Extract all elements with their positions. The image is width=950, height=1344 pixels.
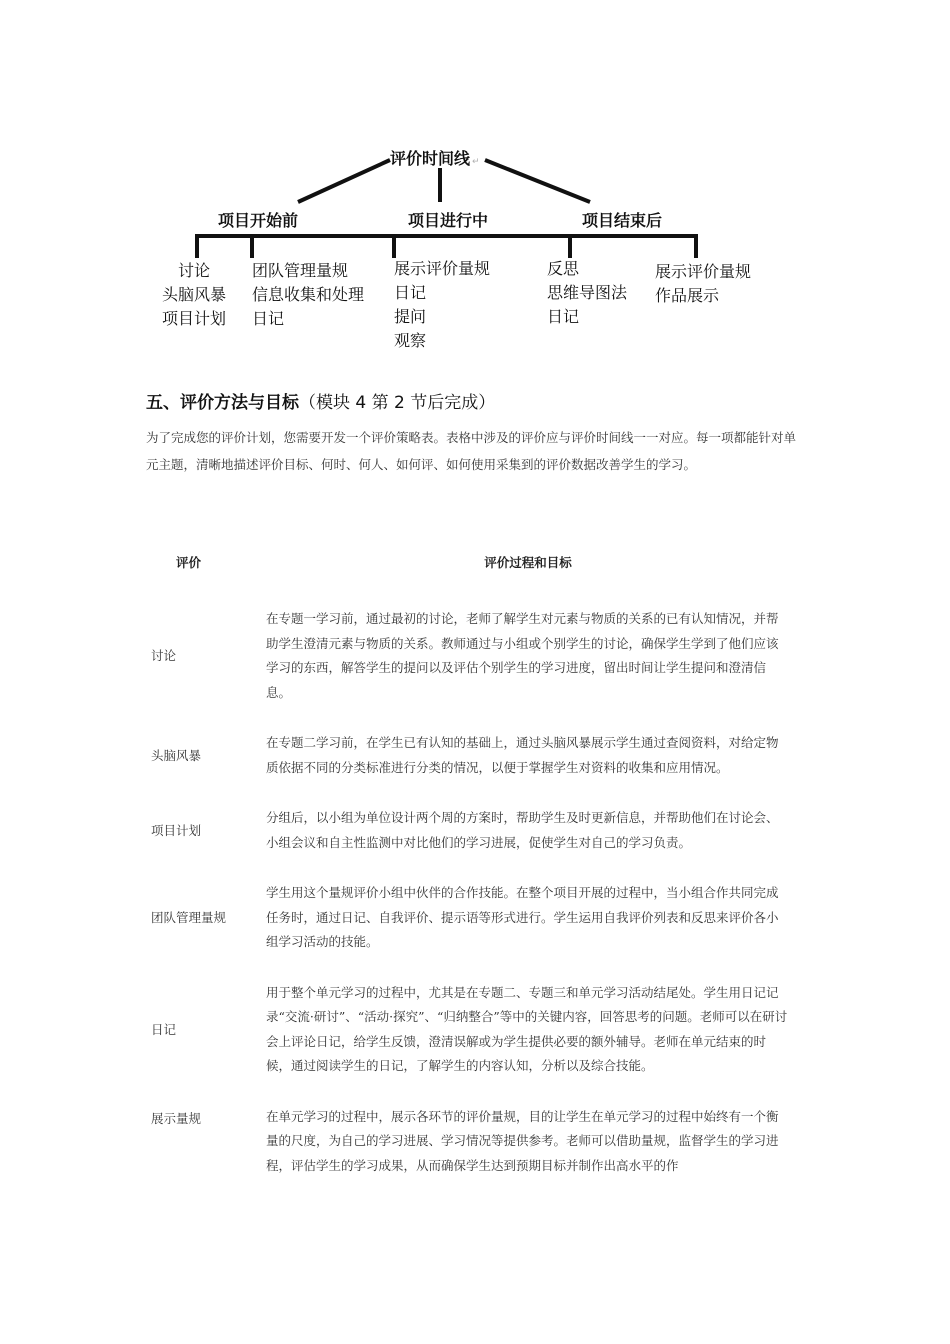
diagram-item: 展示评价量规 [394,259,491,278]
table-row [150,1104,790,1180]
table-row [150,805,790,856]
row-description: 在专题一学习前，通过最初的讨论，老师了解学生对元素与物质的关系的已有认知情况，并帮助学生澄清元素与物质的关系。教师通过与小组或个别学生的讨论，确保学生学到了他们应该学习的东西，解答学生的提问以及评估个别学生的学习进度，留出时间让学生提问和澄清信息。 [266,611,779,700]
diagram-item: 头脑风暴 [162,285,227,304]
section-intro: 为了完成您的评价计划，您需要开发一个评价策略表。表格中涉及的评价应与评价时间线一一对应。每一项都能针对单元主题，清晰地描述评价目标、何时、何人、如何评、如何使用采集到的评价数据改善学生的学习。 [146,430,797,472]
row-description: 在单元学习的过程中，展示各环节的评价量规，目的让学生在单元学习的过程中始终有一个衡量的尺度，为自己的学习进展、学习情况等提供参考。老师可以借助量规，监督学生的学习进程，评估学生的学习成果，从而确保学生达到预期目标并制作出高水平的作 [266,1108,779,1173]
table-row [150,880,790,956]
connector-line-left [298,160,390,202]
evaluation-table [150,548,790,1179]
diagram-item: 信息收集和处理 [252,285,365,304]
section-title-main: 五、评价方法与目标 [146,393,299,413]
return-mark: ↵ [472,157,480,167]
column-header-process: 评价过程和目标 [484,555,572,570]
table-row [150,980,790,1080]
diagram-item: 观察 [394,331,427,350]
row-name: 项目计划 [151,822,202,838]
table-row [150,730,790,781]
row-name: 日记 [151,1021,177,1037]
table-header-row [150,548,790,576]
diagram-item: 项目计划 [162,309,227,328]
row-name: 团队管理量规 [151,909,227,925]
branch-before: 项目开始前 [218,211,299,230]
diagram-item: 提问 [394,307,427,326]
row-name: 展示量规 [151,1110,202,1126]
row-description: 学生用这个量规评价小组中伙伴的合作技能。在整个项目开展的过程中，当小组合作共同完成任务时，通过日记、自我评价、提示语等形式进行。学生运用自我评价列表和反思来评价各小组学习活动的技能。 [266,885,779,949]
diagram-item: 思维导图法 [547,283,628,302]
branch-during: 项目进行中 [408,211,489,230]
row-name: 头脑风暴 [151,747,202,763]
evaluation-timeline-diagram [150,140,800,365]
diagram-item: 作品展示 [655,286,720,305]
diagram-item: 展示评价量规 [655,262,752,281]
diagram-item: 反思 [547,259,580,278]
diagram-item: 日记 [394,283,427,302]
section-title [146,388,495,413]
row-description: 用于整个单元学习的过程中，尤其是在专题二、专题三和单元学习活动结尾处。学生用日记记录“交流·研讨”、“活动·探究”、“归纳整合”等中的关键内容，回答思考的问题。老师可以在研讨会上评论日记，给学生反馈，澄清误解或为学生提供必要的额外辅导。老师在单元结束的时候，通过阅读学生的日记，了解学生的内容认知，分析以及综合技能。 [266,984,788,1073]
diagram-item: 团队管理量规 [252,261,349,280]
connector-line-right [485,160,590,202]
diagram-item: 日记 [547,307,580,326]
row-description: 分组后，以小组为单位设计两个周的方案时，帮助学生及时更新信息，并帮助他们在讨论会、小组会议和自主性监测中对比他们的学习进展，促使学生对自己的学习负责。 [266,810,779,850]
diagram-root: 评价时间线 [390,149,471,168]
section-title-note: （模块 4 第 2 节后完成） [299,393,496,413]
branch-after: 项目结束后 [582,211,663,230]
diagram-item: 讨论 [178,261,211,280]
column-header-evaluation: 评价 [176,555,202,570]
row-description: 在专题二学习前，在学生已有认知的基础上，通过头脑风暴展示学生通过查阅资料，对给定物质依据不同的分类标准进行分类的情况，以便于掌握学生对资料的收集和应用情况。 [266,735,779,775]
table-row [150,606,790,706]
row-name: 讨论 [151,648,177,663]
diagram-item: 日记 [252,309,285,328]
